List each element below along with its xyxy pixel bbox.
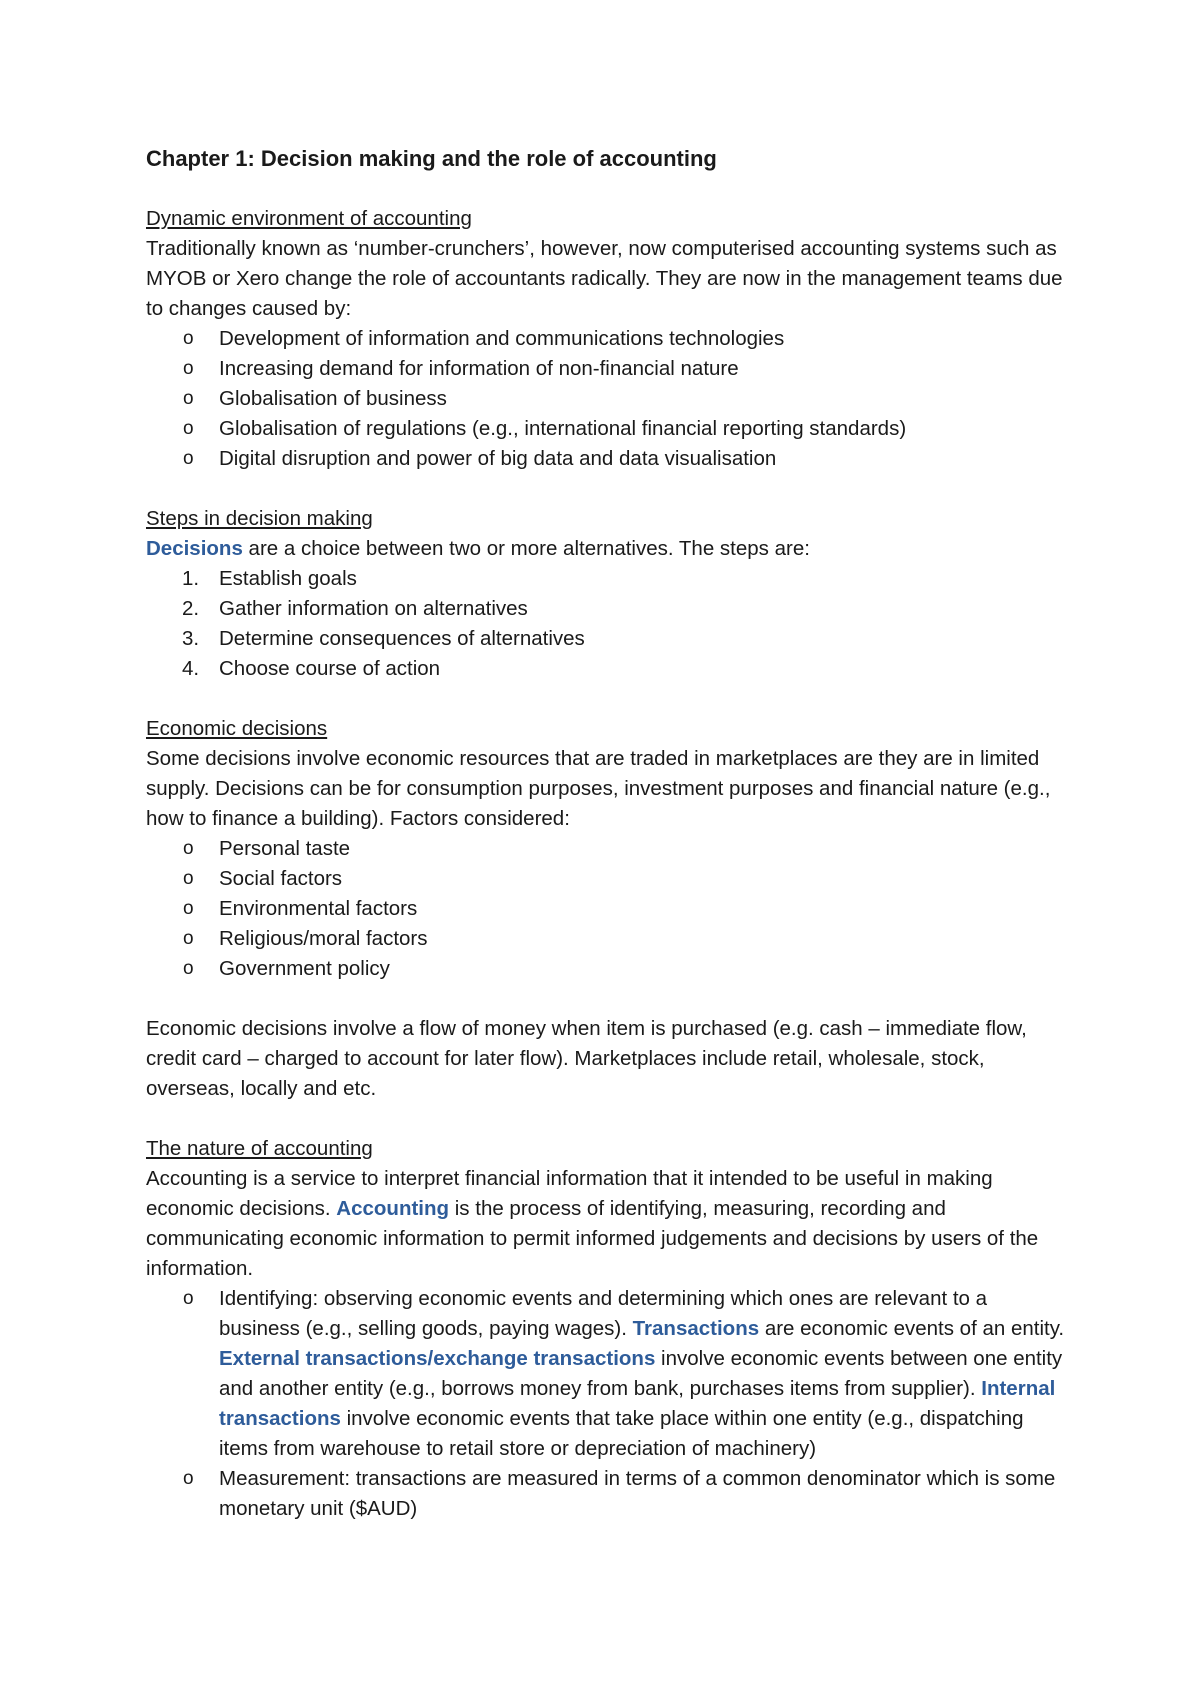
bullet-marker: o [183, 928, 194, 949]
numbered-list [146, 564, 1066, 684]
list-item: o Digital disruption and power of big data and data visualisation [146, 444, 1066, 474]
list-item: o Social factors [146, 864, 1066, 894]
list-item: o Personal taste [146, 834, 1066, 864]
bullet-list [146, 324, 1066, 474]
section-heading: Economic decisions [146, 717, 328, 740]
section-heading: Dynamic environment of accounting [146, 207, 472, 230]
bullet-marker: o [183, 1288, 194, 1309]
list-item: o Measurement: transactions are measured in terms of a common denominator which is some monetary unit ($AUD) [146, 1464, 1066, 1524]
list-number: 4. [182, 657, 200, 680]
section-paragraph: Decisions are a choice between two or more alternatives. The steps are: [146, 537, 810, 560]
chapter-title: Chapter 1: Decision making and the role of accounting [146, 146, 717, 171]
list-item: 1. Establish goals [146, 564, 1066, 594]
key-term: Internal transactions [219, 1377, 1056, 1430]
bullet-marker: o [183, 328, 194, 349]
bullet-list [146, 1284, 1066, 1524]
bullet-marker: o [183, 388, 194, 409]
list-item: o Globalisation of business [146, 384, 1066, 414]
section-paragraph: Traditionally known as ‘number-crunchers’, however, now computerised accounting systems such as MYOB or Xero change the role of accountants radically. They are now in the management teams due to changes caused by: [146, 237, 1063, 320]
key-term: External transactions/exchange transactions [219, 1347, 656, 1370]
document-body [146, 144, 1066, 1554]
key-term: Transactions [632, 1317, 760, 1340]
section-paragraph: Some decisions involve economic resources that are traded in marketplaces are they are in limited supply. Decisions can be for consumption purposes, investment purposes and financial nature (e.g., how to finance a building). Factors considered: [146, 747, 1051, 830]
bullet-marker: o [183, 868, 194, 889]
list-number: 1. [182, 567, 200, 590]
list-item: o Increasing demand for information of non-financial nature [146, 354, 1066, 384]
list-item: o Globalisation of regulations (e.g., international financial reporting standards) [146, 414, 1066, 444]
bullet-list [146, 834, 1066, 984]
list-item: o Identifying: observing economic events and determining which ones are relevant to a business (e.g., selling goods, paying wages). Transactions are economic events of an entity. External transactions/exchange transactions involve economic events between one entity and another entity (e.g., borrows money from bank, purchases items from supplier). Internal transactions involve economic events that take place within one entity (e.g., dispatching items from warehouse to retail store or depreciation of machinery) [146, 1284, 1066, 1464]
list-number: 3. [182, 627, 200, 650]
section-nature-of-accounting [146, 1134, 1066, 1524]
list-item: o Religious/moral factors [146, 924, 1066, 954]
section-paragraph: Economic decisions involve a flow of money when item is purchased (e.g. cash – immediate flow, credit card – charged to account for later flow). Marketplaces include retail, wholesale, stock, overseas, locally and etc. [146, 1017, 1027, 1100]
section-heading: Steps in decision making [146, 507, 373, 530]
section-steps-decision-making [146, 504, 1066, 684]
list-item: 2. Gather information on alternatives [146, 594, 1066, 624]
list-item: 4. Choose course of action [146, 654, 1066, 684]
list-item: o Government policy [146, 954, 1066, 984]
bullet-marker: o [183, 448, 194, 469]
bullet-marker: o [183, 1468, 194, 1489]
list-number: 2. [182, 597, 200, 620]
section-dynamic-environment [146, 204, 1066, 474]
key-term: Decisions [146, 537, 243, 560]
section-economic-decisions [146, 714, 1066, 1104]
section-heading: The nature of accounting [146, 1137, 373, 1160]
key-term: Accounting [336, 1197, 450, 1220]
list-item: o Development of information and communications technologies [146, 324, 1066, 354]
list-item: 3. Determine consequences of alternatives [146, 624, 1066, 654]
section-paragraph: Accounting is a service to interpret financial information that it intended to be useful in making economic decisions. Accounting is the process of identifying, measuring, recording and communicating economic information to permit informed judgements and decisions by users of the information. [146, 1167, 1039, 1280]
list-item: o Environmental factors [146, 894, 1066, 924]
bullet-marker: o [183, 358, 194, 379]
bullet-marker: o [183, 958, 194, 979]
bullet-marker: o [183, 898, 194, 919]
bullet-marker: o [183, 838, 194, 859]
bullet-marker: o [183, 418, 194, 439]
